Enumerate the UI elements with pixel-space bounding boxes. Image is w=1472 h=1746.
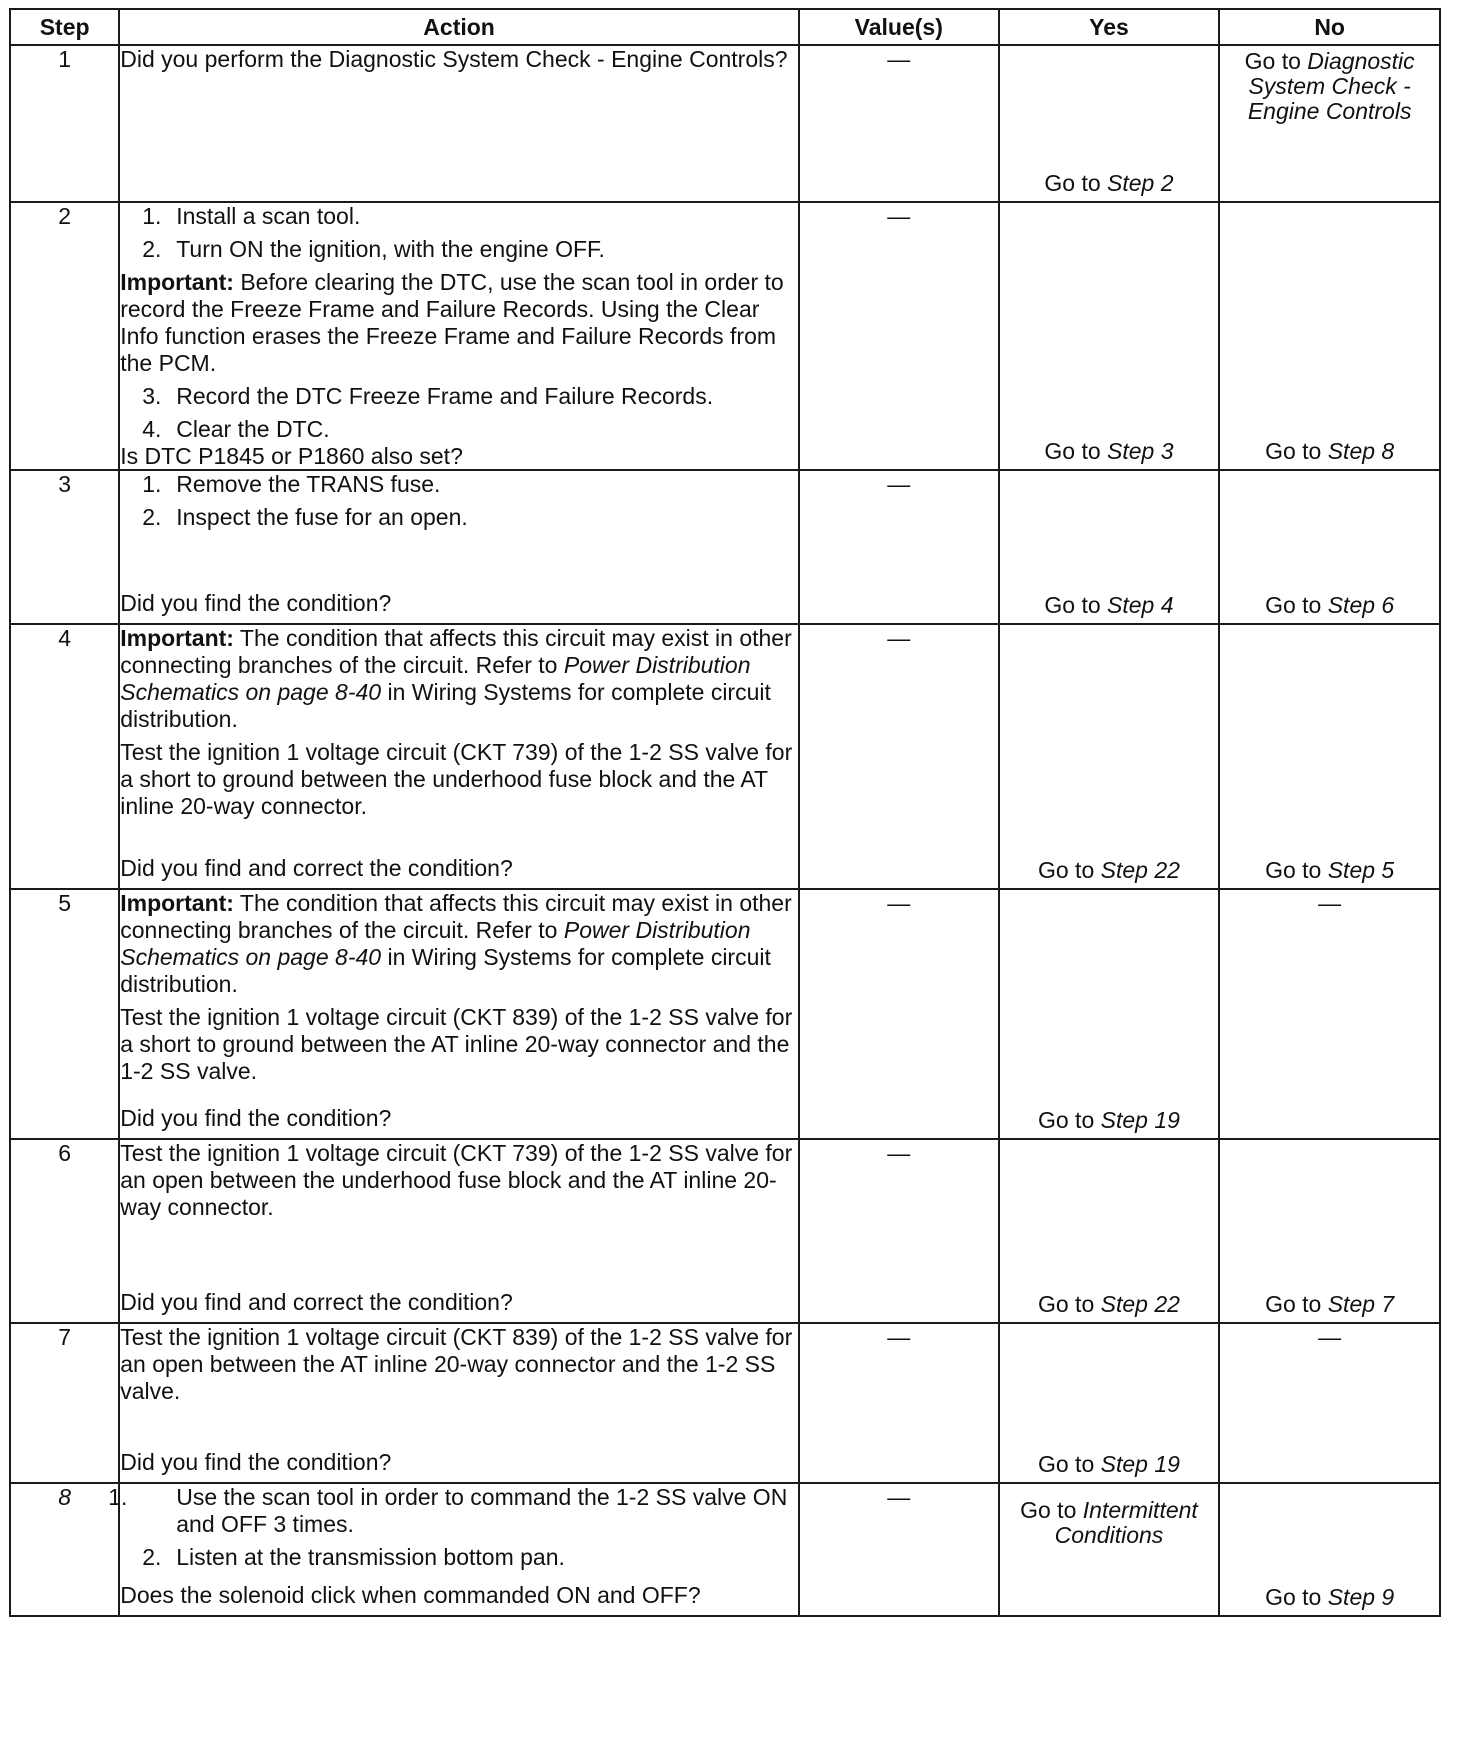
action-cell [119,45,799,202]
no-cell [1219,1483,1440,1616]
no-cell [1219,1139,1440,1323]
step-number: 3 [10,470,119,624]
diagnostic-table [9,8,1441,1617]
important-note: Important: Before clearing the DTC, use the scan tool in order to record the Freeze Frame and Failure Records. Using the Clear Info function erases the Freeze Frame and Failure Records from the PCM. [120,269,784,376]
no-cell [1219,202,1440,470]
question-text: Did you find the condition? [120,1449,392,1475]
value-cell: — [799,1323,999,1483]
value-cell: — [799,889,999,1139]
header-values: Value(s) [799,9,999,45]
test-instruction: Test the ignition 1 voltage circuit (CKT 839) of the 1-2 SS valve for a short to ground between the AT inline 20-way connector and the 1-2 SS valve. [120,1004,793,1084]
test-instruction: Test the ignition 1 voltage circuit (CKT 739) of the 1-2 SS valve for an open between the underhood fuse block and the AT inline 20-way connector. [120,1140,793,1220]
yes-cell [999,45,1220,202]
value-cell: — [799,1139,999,1323]
no-goto[interactable]: Go to Step 5 [1265,857,1395,883]
table-row [10,624,1440,889]
header-row [10,9,1440,45]
table-row [10,1323,1440,1483]
yes-cell [999,624,1220,889]
question-text: Did you find and correct the condition? [120,1289,513,1315]
question-text: Did you find the condition? [120,1105,392,1131]
yes-cell [999,202,1220,470]
step-instruction: Remove the TRANS fuse. [176,471,441,497]
yes-goto[interactable]: Go to Step 22 [1037,857,1180,883]
header-action: Action [119,9,799,45]
question-text: Did you find and correct the condition? [120,855,513,881]
no-goto[interactable]: Go to Step 8 [1265,438,1395,464]
step-number: 5 [10,889,119,1139]
yes-goto[interactable]: Go to Intermittent Conditions [1020,1497,1198,1548]
value-cell: — [799,202,999,470]
no-goto[interactable]: Go to Step 6 [1265,592,1395,618]
action-cell [119,624,799,889]
yes-cell [999,889,1220,1139]
schematic-reference-link[interactable]: Power Distribution Schematics on page 8-40 [120,917,751,970]
table-row [10,45,1440,202]
no-goto[interactable]: Go to Step 7 [1265,1291,1395,1317]
step-instruction: Install a scan tool. [176,203,361,229]
important-note: Important: The condition that affects this circuit may exist in other connecting branches of the circuit. Refer to Power Distribution Schematics on page 8-40 in Wiring Systems for complete circuit distribution. [120,890,792,997]
yes-goto[interactable]: Go to Step 4 [1044,592,1174,618]
yes-goto[interactable]: Go to Step 2 [1044,170,1174,196]
test-instruction: Test the ignition 1 voltage circuit (CKT 839) of the 1-2 SS valve for an open between the AT inline 20-way connector and the 1-2 SS valve. [120,1324,793,1404]
step-instruction: Turn ON the ignition, with the engine OFF. [176,236,605,262]
action-cell [119,1323,799,1483]
question-text: Does the solenoid click when commanded ON and OFF? [120,1582,701,1608]
step-instruction: Clear the DTC. [176,416,330,442]
value-cell: — [799,470,999,624]
no-cell [1219,45,1440,202]
table-row [10,1139,1440,1323]
action-cell: 1. Remove the TRANS fuse. 2. Inspect the fuse for an open. Did you find the condition? [119,470,799,624]
table-row [10,202,1440,470]
yes-goto[interactable]: Go to Step 19 [1037,1451,1180,1477]
action-cell [119,1139,799,1323]
important-note: Important: The condition that affects this circuit may exist in other connecting branches of the circuit. Refer to Power Distribution Schematics on page 8-40 in Wiring Systems for complete circuit distribution. [120,625,792,732]
no-goto[interactable]: Go to Diagnostic System Check - Engine Controls [1244,48,1415,124]
table-row [10,889,1440,1139]
header-no: No [1219,9,1440,45]
step-number: 4 [10,624,119,889]
action-cell: 1. Use the scan tool in order to command the 1-2 SS valve ON and OFF 3 times. 2. Listen at the transmission bottom pan. Does the solenoid click when commanded ON and OFF? [119,1483,799,1616]
yes-cell [999,1483,1220,1616]
step-instruction: Listen at the transmission bottom pan. [176,1544,565,1570]
test-instruction: Test the ignition 1 voltage circuit (CKT 739) of the 1-2 SS valve for a short to ground between the underhood fuse block and the AT inline 20-way connector. [120,739,793,819]
step-number: 2 [10,202,119,470]
step-instruction: Inspect the fuse for an open. [176,504,468,530]
table-row [10,1483,1440,1616]
step-instruction: Use the scan tool in order to command the 1-2 SS valve ON and OFF 3 times. [176,1484,788,1537]
step-number: 7 [10,1323,119,1483]
action-cell: 1. Install a scan tool. 2. Turn ON the ignition, with the engine OFF. Important: Before clearing the DTC, use the scan tool in order to record the Freeze Frame and Failure Records. Using the Clear Info function erases the Freeze Frame and Failure Records from the PCM. 3. Record the DTC Freeze Frame and Failure Records. 4. Clear the DTC. Is DTC P1845 or P1860 also set? [119,202,799,470]
question-text: Did you perform the Diagnostic System Check - Engine Controls? [120,46,788,72]
question-text: Is DTC P1845 or P1860 also set? [120,443,463,469]
value-cell: — [799,45,999,202]
schematic-reference-link[interactable]: Power Distribution Schematics on page 8-40 [120,652,751,705]
yes-cell [999,1139,1220,1323]
yes-cell [999,1323,1220,1483]
value-cell: — [799,1483,999,1616]
table-row [10,470,1440,624]
no-cell [1219,624,1440,889]
value-cell: — [799,624,999,889]
no-cell [1219,470,1440,624]
no-cell: — [1219,889,1440,1139]
yes-goto[interactable]: Go to Step 19 [1037,1107,1180,1133]
yes-cell [999,470,1220,624]
question-text: Did you find the condition? [120,590,392,616]
header-step: Step [10,9,119,45]
no-goto[interactable]: Go to Step 9 [1265,1584,1395,1610]
action-cell [119,889,799,1139]
step-number: 8 [10,1483,119,1616]
step-number: 1 [10,45,119,202]
yes-goto[interactable]: Go to Step 3 [1044,438,1174,464]
step-instruction: Record the DTC Freeze Frame and Failure Records. [176,383,714,409]
step-number: 6 [10,1139,119,1323]
header-yes: Yes [999,9,1220,45]
yes-goto[interactable]: Go to Step 22 [1037,1291,1180,1317]
no-cell: — [1219,1323,1440,1483]
